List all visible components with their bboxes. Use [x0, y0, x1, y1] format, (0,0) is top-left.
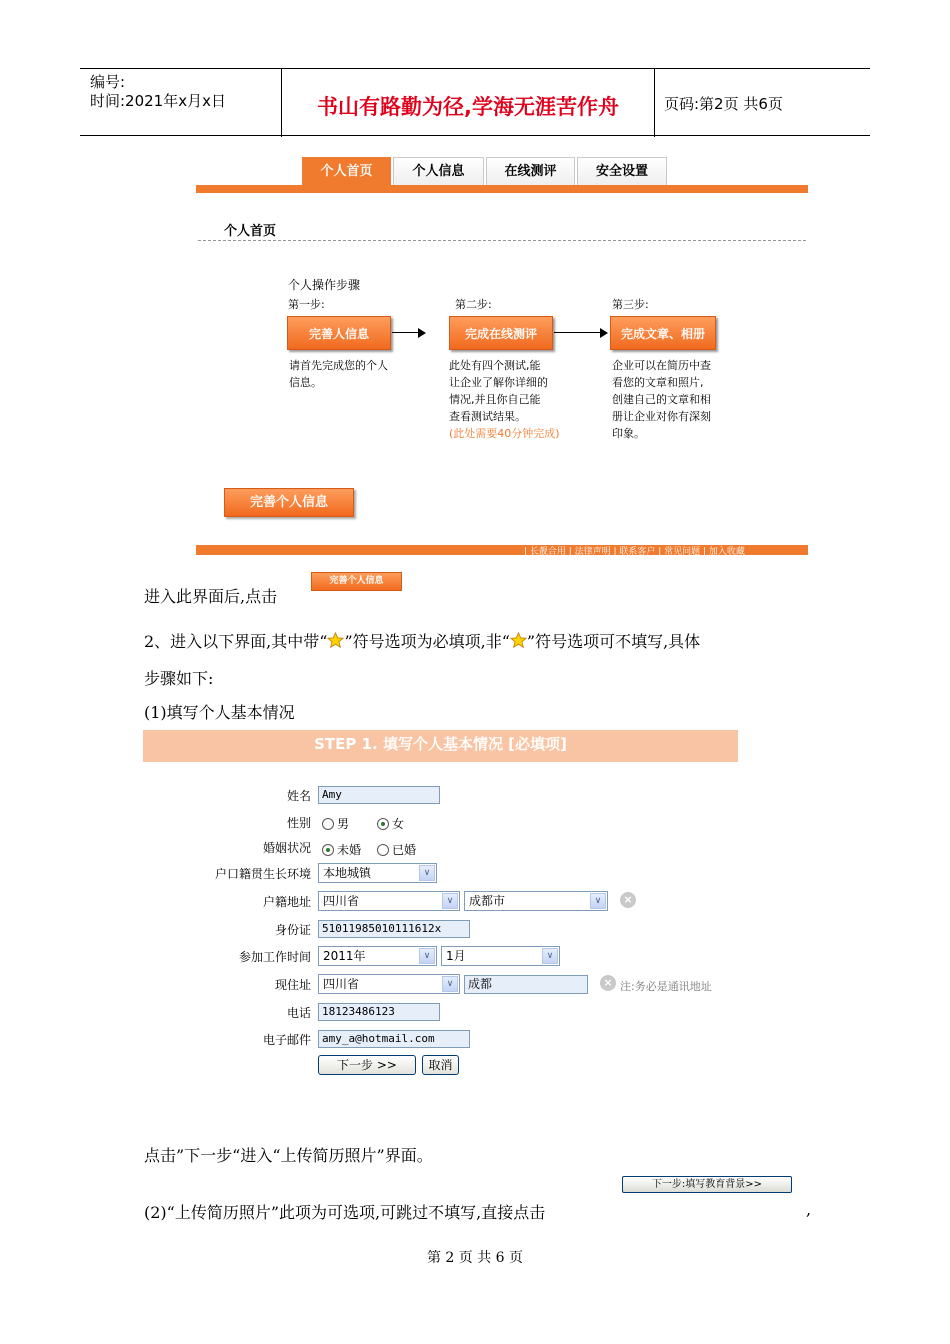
step-3-desc [612, 357, 711, 442]
instruction-line-6: (2)“上传简历照片”此项为可选项,可跳过不填写,直接点击 [144, 1203, 546, 1222]
marital-single-radio[interactable] [322, 841, 361, 858]
select-value: 1月 [446, 949, 466, 963]
address-note: 注:务必是通讯地址 [620, 980, 712, 993]
desc-line: 企业可以在简历中查 [612, 359, 711, 372]
step-1-label: 第一步: [288, 298, 325, 311]
email-field[interactable]: amy_a@hotmail.com [318, 1030, 470, 1048]
radio-icon[interactable] [322, 818, 334, 830]
id-field[interactable]: 51011985010111612x [318, 920, 470, 938]
number-label: 编号: [90, 73, 126, 91]
step-3-label: 第三步: [612, 298, 649, 311]
star-icon [510, 632, 527, 649]
desc-line: 印象。 [612, 427, 645, 440]
id-label: 身份证 [274, 923, 311, 937]
star-icon [327, 632, 344, 649]
hukou-env-select[interactable] [318, 863, 437, 883]
cancel-button[interactable]: 取消 [422, 1055, 459, 1075]
work-time-label: 参加工作时间 [238, 950, 311, 964]
trailing-comma: , [806, 1200, 812, 1219]
step-1-desc [289, 357, 388, 391]
step-1-button[interactable]: 完善人信息 [287, 316, 391, 350]
header-divider [654, 69, 655, 137]
arrow-head-icon [600, 328, 608, 338]
instruction-line-1: 进入此界面后,点击 [144, 587, 278, 606]
desc-line: 创建自己的文章和相 [612, 393, 711, 406]
radio-label: 女 [392, 817, 405, 831]
radio-icon[interactable] [377, 844, 389, 856]
date-label: 时间:2021年x月x日 [90, 92, 226, 110]
hukou-city-select[interactable] [464, 891, 608, 911]
address-province-select[interactable] [318, 974, 460, 994]
arrow-line [554, 332, 600, 333]
desc-line: 看您的文章和照片, [612, 376, 704, 389]
panel-title: 个人首页 [224, 224, 277, 239]
radio-label: 已婚 [392, 843, 417, 857]
radio-label: 未婚 [337, 843, 362, 857]
select-value: 四川省 [323, 894, 360, 908]
name-field[interactable]: Amy [318, 786, 440, 804]
step-3-button[interactable]: 完成文章、相册 [610, 316, 716, 350]
instruction-line-4: (1)填写个人基本情况 [144, 703, 295, 722]
tab-home[interactable]: 个人首页 [302, 157, 391, 186]
clear-icon[interactable]: × [600, 975, 616, 991]
tab-personal-info[interactable]: 个人信息 [393, 157, 484, 186]
arrow-line [392, 332, 418, 333]
desc-line: 查看测试结果。 [449, 410, 526, 423]
tab-online-test[interactable]: 在线测评 [486, 157, 575, 186]
motto: 书山有路勤为径,学海无涯苦作舟 [317, 95, 619, 119]
marital-married-radio[interactable] [377, 841, 416, 858]
chevron-down-icon[interactable]: ∨ [442, 893, 458, 909]
tab-security[interactable]: 安全设置 [577, 157, 667, 186]
hukou-address-label: 户籍地址 [262, 895, 311, 909]
tab-bar [196, 185, 808, 193]
instruction-line-2 [144, 629, 700, 652]
select-value: 2011年 [323, 949, 366, 963]
chevron-down-icon[interactable]: ∨ [419, 865, 435, 881]
next-step-button[interactable]: 下一步 >> [318, 1055, 416, 1075]
work-year-select[interactable] [318, 946, 437, 966]
desc-line: 册让企业对你有深刻 [612, 410, 711, 423]
step-2-button[interactable]: 完成在线测评 [449, 316, 553, 350]
phone-field[interactable]: 18123486123 [318, 1003, 440, 1021]
arrow-head-icon [418, 328, 426, 338]
instruction-line-5: 点击”下一步“进入“上传简历照片”界面。 [144, 1146, 433, 1165]
chevron-down-icon[interactable]: ∨ [419, 948, 435, 964]
gender-label: 性别 [286, 816, 311, 830]
chevron-down-icon[interactable]: ∨ [442, 976, 458, 992]
radio-label: 男 [337, 817, 350, 831]
page-info: 页码:第2页 共6页 [664, 95, 783, 113]
desc-line: 让企业了解你详细的 [449, 376, 548, 389]
desc-line: 此处有四个测试,能 [449, 359, 541, 372]
desc-line: 情况,并且你自己能 [449, 393, 541, 406]
steps-heading: 个人操作步骤 [288, 278, 361, 292]
document-header [80, 68, 870, 136]
inline-complete-info-button[interactable]: 完善个人信息 [311, 572, 402, 591]
gender-male-radio[interactable] [322, 815, 349, 832]
clear-icon[interactable]: × [620, 892, 636, 908]
phone-label: 电话 [286, 1006, 311, 1020]
name-label: 姓名 [286, 789, 311, 803]
email-label: 电子邮件 [262, 1033, 311, 1047]
complete-info-button[interactable]: 完善个人信息 [224, 488, 354, 517]
work-month-select[interactable] [441, 946, 560, 966]
radio-icon[interactable] [377, 818, 389, 830]
radio-icon[interactable] [322, 844, 334, 856]
select-value: 四川省 [323, 977, 360, 991]
select-value: 成都市 [469, 894, 506, 908]
desc-line: 信息。 [289, 376, 322, 389]
chevron-down-icon[interactable]: ∨ [542, 948, 558, 964]
marital-label: 婚姻状况 [262, 841, 311, 855]
current-address-label: 现住址 [274, 978, 311, 992]
text-segment: 2、进入以下界面,其中带“ [144, 632, 328, 651]
chevron-down-icon[interactable]: ∨ [590, 893, 606, 909]
text-segment: ”符号选项为必填项,非“ [344, 632, 510, 651]
dashed-divider [198, 240, 806, 241]
step-banner: STEP 1. 填写个人基本情况 [必填项] [143, 730, 738, 762]
text-segment: ”符号选项可不填写,具体 [526, 632, 701, 651]
panel-footer-bar [196, 545, 808, 555]
next-education-button[interactable]: 下一步:填写教育背景>> [622, 1176, 792, 1193]
desc-line: 请首先完成您的个人 [289, 359, 388, 372]
instruction-line-3: 步骤如下: [144, 669, 214, 688]
step-2-label: 第二步: [455, 298, 492, 311]
time-note: (此处需要40分钟完成) [449, 427, 560, 440]
page-footer: 第 2 页 共 6 页 [426, 1250, 524, 1266]
step-2-desc [449, 357, 560, 442]
select-value: 本地城镇 [323, 866, 372, 880]
footer-links[interactable]: | 长靓合用 | 法律声明 | 联系客户 | 常见问题 | 加入收藏 [524, 547, 745, 555]
gender-female-radio[interactable] [377, 815, 404, 832]
hukou-province-select[interactable] [318, 891, 460, 911]
address-detail-field[interactable]: 成都 [464, 975, 588, 994]
hukou-env-label: 户口籍贯生长环境 [214, 867, 311, 881]
